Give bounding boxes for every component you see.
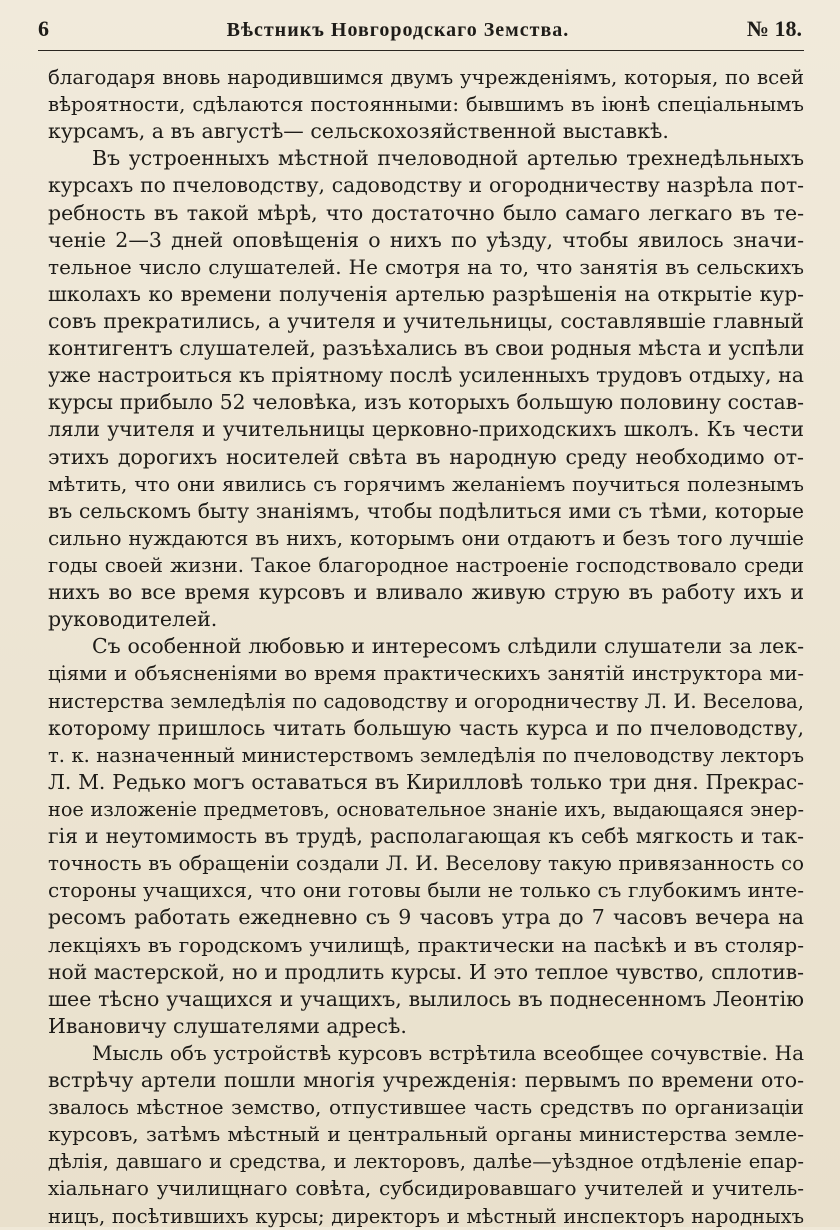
text-line: годы своей жизни. Такое благородное настроеніе господствовало среди: [48, 553, 804, 577]
text-line: звалось мѣстное земство, отпустившее часть средствъ по организаціи: [48, 1095, 804, 1120]
text-line: стороны учащихся, что они готовы были не только съ глубокимъ инте-: [48, 878, 804, 903]
text-line: ціями и объясненіями во время практическихъ занятій инструктора ми-: [48, 662, 804, 686]
text-line: мѣтить, что они явились съ горячимъ желаніемъ поучиться полезнымъ: [48, 472, 804, 496]
header-rule: [38, 50, 804, 51]
text-line: курсахъ по пчеловодству, садоводству и огородничеству назрѣла пот-: [48, 173, 804, 198]
issue-number: № 18.: [746, 16, 802, 41]
text-line: точность въ обращеніи создали Л. И. Веселову такую привязанность со: [48, 852, 804, 876]
text-line: ребность въ такой мѣрѣ, что достаточно было самаго легкаго въ те-: [48, 200, 804, 225]
text-line: шее тѣсно учащихся и учащихъ, вылилось въ поднесенномъ Леонтію: [48, 986, 804, 1011]
text-line: хіальнаго училищнаго совѣта, субсидировавшаго учителей и учитель-: [48, 1176, 804, 1201]
text-line: контигентъ слушателей, разъѣхались въ свои родныя мѣста и успѣли: [48, 336, 804, 361]
journal-title: Вѣстникъ Новгородскаго Земства.: [226, 19, 570, 41]
text-line: вѣроятности, сдѣлаются постоянными: бывшимъ въ іюнѣ спеціальнымъ: [48, 93, 804, 117]
text-line: ресомъ работать ежедневно съ 9 часовъ утра до 7 часовъ вечера на: [48, 905, 804, 930]
text-line: т. к. назначенный министерствомъ земледѣлія по пчеловодству лекторъ: [48, 743, 804, 767]
text-line: курсовъ, затѣмъ мѣстный и центральный органы министерства земле-: [48, 1122, 804, 1147]
text-line: нихъ во все время курсовъ и вливало живую струю въ работу ихъ и: [48, 580, 804, 605]
running-header: [38, 16, 802, 46]
text-line: ное изложеніе предметовъ, основательное знаніе ихъ, выдающаяся энер-: [48, 797, 804, 821]
text-line: благодаря вновь народившимся двумъ учрежденіямъ, которыя, по всей: [48, 66, 804, 89]
text-line: этихъ дорогихъ носителей свѣта въ народную среду необходимо от-: [48, 444, 804, 469]
text-line: сильно нуждаются въ нихъ, которымъ они отдаютъ и безъ того лучшіе: [48, 525, 804, 550]
text-line: въ сельскомъ быту знаніямъ, чтобы подѣлиться ими съ тѣми, которые: [48, 498, 804, 523]
text-line: руководителей.: [48, 607, 218, 632]
text-line: Съ особенной любовью и интересомъ слѣдили слушатели за лек-: [92, 634, 804, 659]
text-line: совъ прекратились, а учителя и учительницы, составлявшіе главный: [48, 308, 804, 333]
text-line: Л. М. Редько могъ оставаться въ Кирилловѣ только три дня. Прекрас-: [48, 769, 804, 794]
text-line: тельное число слушателей. Не смотря на то, что занятія въ сельскихъ: [48, 254, 804, 279]
text-line: Ивановичу слушателями адресѣ.: [48, 1013, 407, 1038]
text-line: ной мастерской, но и продлить курсы. И это теплое чувство, сплотив-: [48, 959, 804, 984]
text-line: ченіе 2—3 дней оповѣщенія о нихъ по уѣзду, чтобы явилось значи-: [48, 227, 804, 252]
text-line: Въ устроенныхъ мѣстной пчеловодной артелью трехнедѣльныхъ: [92, 146, 804, 171]
text-line: ляли учителя и учительницы церковно-приходскихъ школъ. Къ чести: [48, 417, 804, 442]
text-line: курсы прибыло 52 человѣка, изъ которыхъ большую половину состав-: [48, 390, 804, 415]
page-number: 6: [38, 16, 49, 41]
article-body: [48, 64, 804, 1230]
text-line: которому пришлось читать большую часть курса и по пчеловодству,: [48, 715, 804, 740]
text-line: курсамъ, а въ августѣ— сельскохозяйственной выставкѣ.: [48, 119, 669, 144]
text-line: гія и неутомимость въ трудѣ, располагающая къ себѣ мягкость и так-: [48, 824, 804, 849]
text-line: нистерства земледѣлія по садоводству и огородничеству Л. И. Веселова,: [48, 689, 804, 713]
text-line: школахъ ко времени полученія артелью разрѣшенія на открытіе кур-: [48, 281, 804, 306]
text-line: встрѣчу артели пошли многія учрежденія: первымъ по времени ото-: [48, 1068, 804, 1093]
text-line: дѣлія, давшаго и средства, и лекторовъ, далѣе—уѣздное отдѣленіе епар-: [48, 1150, 804, 1174]
text-line: уже настроиться къ пріятному послѣ усиленныхъ трудовъ отдыху, на: [48, 363, 804, 388]
text-line: ницъ, посѣтившихъ курсы; директоръ и мѣстный инспекторъ народныхъ: [48, 1204, 804, 1228]
text-line: лекціяхъ въ городскомъ училищѣ, практически на пасѣкѣ и въ столяр-: [48, 932, 804, 957]
text-line: Мысль объ устройствѣ курсовъ встрѣтила всеобщее сочувствіе. На: [92, 1040, 804, 1065]
